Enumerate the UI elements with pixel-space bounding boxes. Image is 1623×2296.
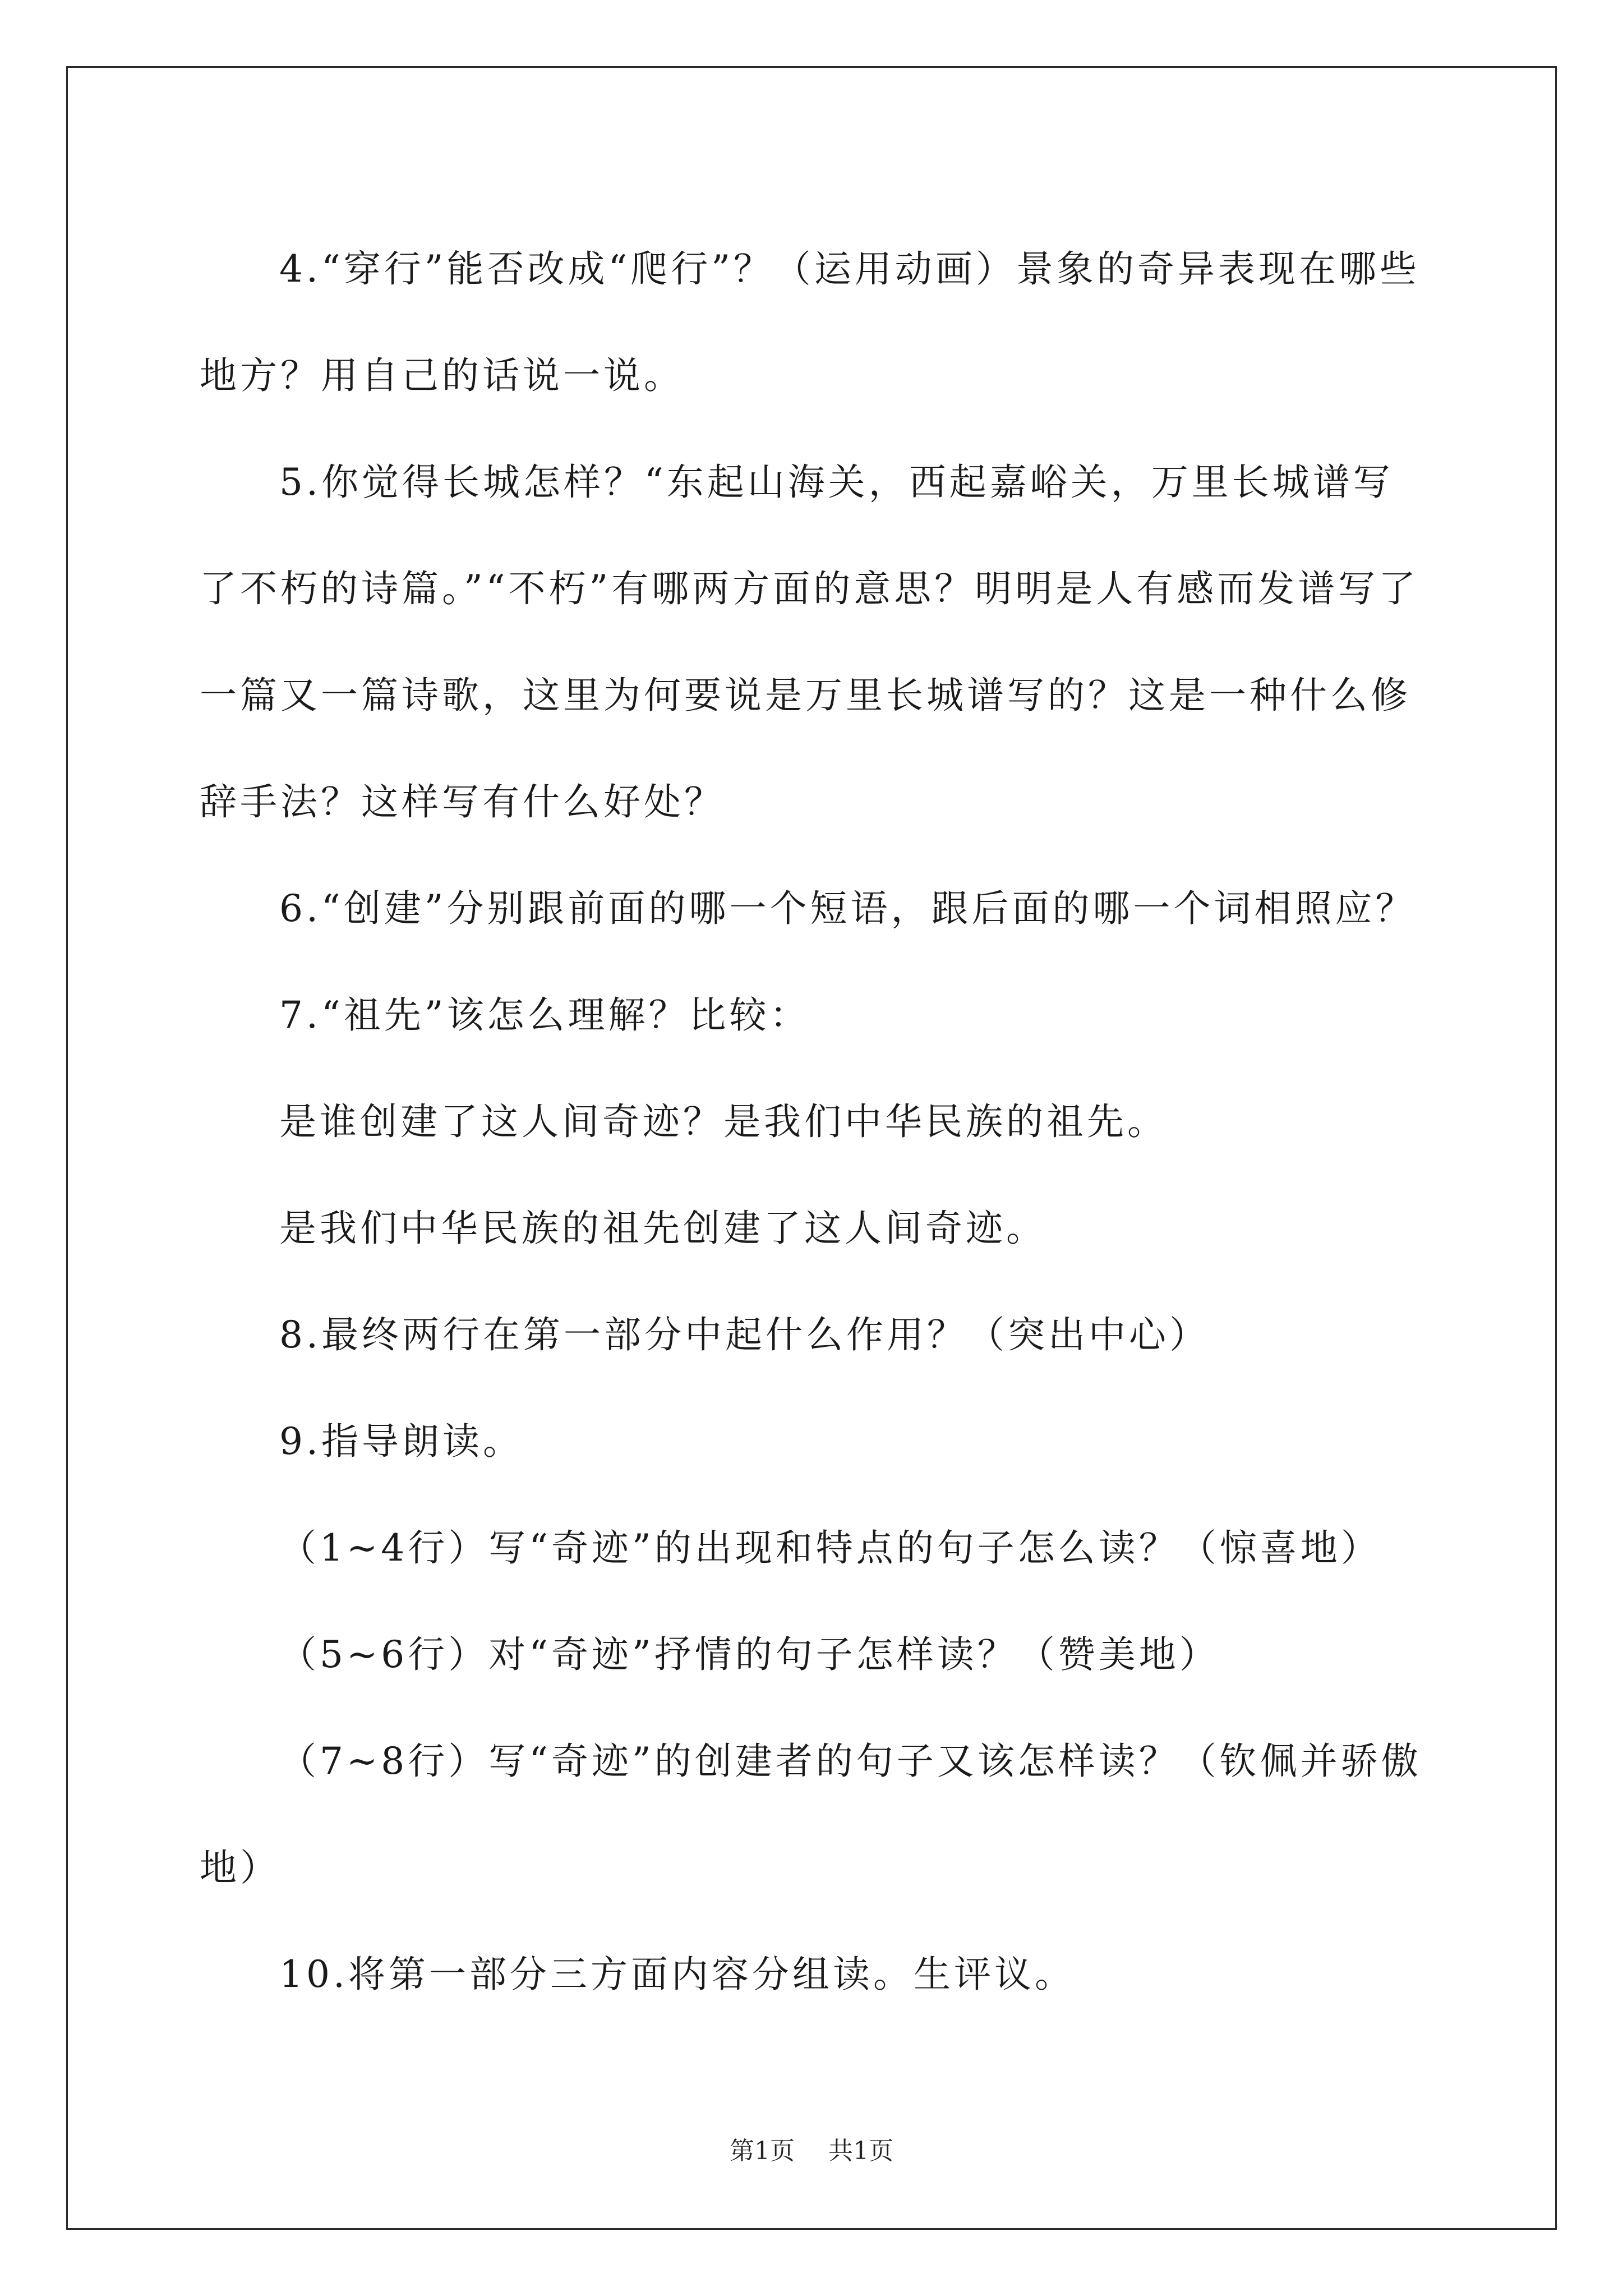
paragraph-9: 9.指导朗读。 bbox=[279, 1420, 523, 1463]
document-body bbox=[200, 216, 1433, 2028]
paragraph-10: 10.将第一部分三方面内容分组读。生评议。 bbox=[279, 1953, 1075, 1996]
reading-guide-3: （7~8行）写“奇迹”的创建者的句子又该怎样读？（钦佩并骄傲地） bbox=[200, 1740, 1422, 1889]
page-footer bbox=[0, 2134, 1623, 2168]
paragraph-5: 5.你觉得长城怎样？“东起山海关，西起嘉峪关，万里长城谱写了不朽的诗篇。”“不朽”有哪两方面的意思？明明是人有感而发谱写了一篇又一篇诗歌，这里为何要说是万里长城谱写的？这是一种什么修辞手法？这样写有什么好处？ bbox=[200, 461, 1419, 823]
page-total: 共1页 bbox=[828, 2137, 893, 2165]
paragraph-7-compare-a: 是谁创建了这人间奇迹？是我们中华民族的祖先。 bbox=[279, 1100, 1168, 1143]
reading-guide-2: （5~6行）对“奇迹”抒情的句子怎样读？（赞美地） bbox=[279, 1633, 1220, 1676]
paragraph-4: 4.“穿行”能否改成“爬行”？（运用动画）景象的奇异表现在哪些地方？用自己的话说一说。 bbox=[200, 247, 1420, 397]
paragraph-8: 8.最终两行在第一部分中起什么作用？（突出中心） bbox=[279, 1313, 1210, 1356]
paragraph-6: 6.“创建”分别跟前面的哪一个短语，跟后面的哪一个词相照应？ bbox=[279, 887, 1416, 930]
page-number: 第1页 bbox=[730, 2137, 795, 2165]
paragraph-7: 7.“祖先”该怎么理解？比较： bbox=[279, 993, 810, 1037]
paragraph-7-compare-b: 是我们中华民族的祖先创建了这人间奇迹。 bbox=[279, 1207, 1046, 1250]
reading-guide-1: （1~4行）写“奇迹”的出现和特点的句子怎么读？（惊喜地） bbox=[279, 1526, 1381, 1570]
